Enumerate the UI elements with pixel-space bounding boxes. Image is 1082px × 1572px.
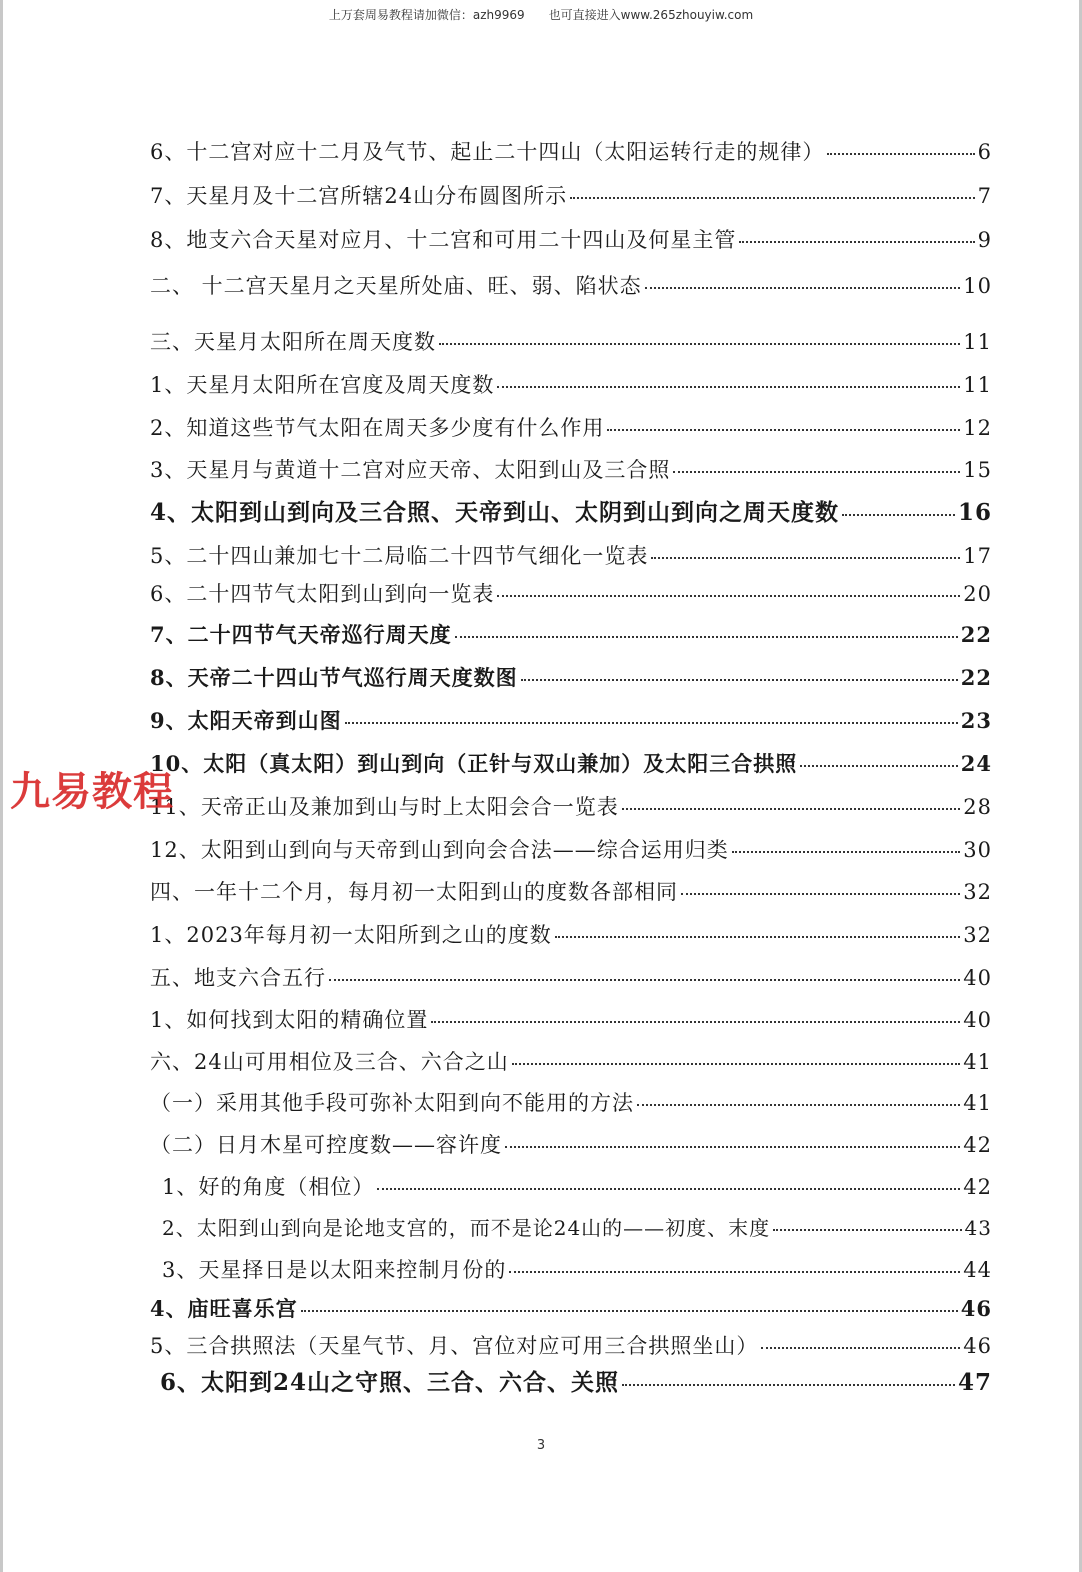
toc-entry[interactable]: [150, 1046, 992, 1076]
toc-title: 1、如何找到太阳的精确位置: [150, 1008, 429, 1032]
dot-leader: [555, 936, 960, 938]
dot-leader: [637, 1104, 960, 1106]
dot-leader: [512, 1063, 961, 1065]
dot-leader: [761, 1347, 960, 1349]
toc-entry[interactable]: [150, 454, 992, 484]
toc-page: 7: [977, 184, 992, 208]
toc-entry[interactable]: [150, 540, 992, 570]
scan-left-edge: [0, 0, 3, 1572]
toc-title: 3、天星择日是以太阳来控制月份的: [162, 1258, 507, 1282]
toc-page: 23: [960, 708, 992, 733]
toc-title: 4、太阳到山到向及三合照、天帝到山、太阴到山到向之周天度数: [150, 499, 840, 526]
toc-page: 15: [963, 458, 992, 482]
dot-leader: [681, 893, 960, 895]
toc-page: 47: [957, 1369, 992, 1396]
toc-entry[interactable]: [150, 136, 992, 166]
dot-leader: [827, 153, 974, 155]
toc-page: 22: [960, 665, 992, 690]
toc-page: 16: [957, 499, 992, 526]
toc-entry[interactable]: [150, 919, 992, 949]
toc-title: 5、二十四山兼加七十二局临二十四节气细化一览表: [150, 544, 649, 568]
toc-page: 12: [963, 416, 992, 440]
toc-title: 2、知道这些节气太阳在周天多少度有什么作用: [150, 416, 605, 440]
toc-page: 46: [960, 1296, 992, 1321]
dot-leader: [673, 471, 960, 473]
toc-entry[interactable]: [150, 748, 992, 778]
toc-entry[interactable]: [150, 1364, 992, 1397]
toc-page: 32: [963, 880, 992, 904]
toc-title: 1、天星月太阳所在宫度及周天度数: [150, 373, 495, 397]
dot-leader: [622, 808, 961, 810]
toc-entry[interactable]: [150, 662, 992, 692]
toc-page: 43: [964, 1216, 992, 1240]
toc-page: 46: [963, 1334, 992, 1358]
toc-entry[interactable]: [150, 705, 992, 735]
toc-entry[interactable]: [150, 1330, 992, 1360]
toc-entry[interactable]: [150, 412, 992, 442]
toc-title: 6、二十四节气太阳到山到向一览表: [150, 582, 495, 606]
dot-leader: [732, 851, 961, 853]
dot-leader: [377, 1188, 960, 1190]
watermark-logo: 九易教程: [10, 769, 174, 815]
toc-entry[interactable]: [150, 876, 992, 906]
toc-entry[interactable]: [150, 494, 992, 527]
toc-entry[interactable]: [150, 1087, 992, 1117]
toc-title: 3、天星月与黄道十二宫对应天帝、太阳到山及三合照: [150, 458, 671, 482]
dot-leader: [622, 1384, 955, 1386]
toc-entry[interactable]: [150, 1004, 992, 1034]
toc-page: 28: [963, 795, 992, 819]
dot-leader: [329, 979, 960, 981]
toc-entry[interactable]: [150, 834, 992, 864]
dot-leader: [497, 595, 960, 597]
dot-leader: [800, 765, 958, 767]
toc-title: 8、天帝二十四山节气巡行周天度数图: [150, 665, 518, 690]
toc-title: 4、庙旺喜乐宫: [150, 1296, 298, 1321]
page-header: 上万套周易教程请加微信：azh9969 也可直接进入www.265zhouyiw.com: [328, 8, 754, 22]
toc-title: 三、天星月太阳所在周天度数: [150, 330, 436, 354]
dot-leader: [301, 1310, 958, 1312]
toc-entry[interactable]: [150, 1254, 992, 1284]
toc-page: 32: [963, 923, 992, 947]
toc-page: 24: [960, 751, 992, 776]
page-number: 3: [536, 1438, 546, 1453]
dot-leader: [651, 557, 960, 559]
toc-entry[interactable]: [150, 619, 992, 649]
toc-title: 7、天星月及十二宫所辖24山分布圆图所示: [150, 184, 568, 208]
toc-page: 9: [977, 228, 992, 252]
dot-leader: [773, 1229, 961, 1231]
toc-title: 5、三合拱照法（天星气节、月、宫位对应可用三合拱照坐山）: [150, 1334, 759, 1358]
toc-title: 二、 十二宫天星月之天星所处庙、旺、弱、陷状态: [150, 274, 642, 298]
toc-page: 11: [963, 373, 992, 397]
toc-title: 9、太阳天帝到山图: [150, 708, 342, 733]
toc-title: 五、地支六合五行: [150, 966, 326, 990]
toc-title: 11、天帝正山及兼加到山与时上太阳会合一览表: [150, 795, 619, 819]
dot-leader: [505, 1146, 960, 1148]
dot-leader: [455, 636, 958, 638]
toc-entry[interactable]: [150, 326, 992, 356]
toc-title: （一）采用其他手段可弥补太阳到向不能用的方法: [150, 1091, 634, 1115]
toc-title: （二）日月木星可控度数——容许度: [150, 1133, 502, 1157]
toc-page: 44: [963, 1258, 992, 1282]
dot-leader: [607, 429, 960, 431]
toc-page: 22: [960, 622, 992, 647]
dot-leader: [345, 722, 958, 724]
toc-title: 7、二十四节气天帝巡行周天度: [150, 622, 452, 647]
toc-entry[interactable]: [150, 180, 992, 210]
toc-title: 四、一年十二个月，每月初一太阳到山的度数各部相同: [150, 880, 678, 904]
toc-page: 30: [963, 838, 992, 862]
toc-title: 10、太阳（真太阳）到山到向（正针与双山兼加）及太阳三合拱照: [150, 751, 798, 776]
dot-leader: [439, 343, 960, 345]
toc-entry[interactable]: [150, 1171, 992, 1201]
dot-leader: [509, 1271, 960, 1273]
toc-title: 6、太阳到24山之守照、三合、六合、关照: [160, 1369, 620, 1396]
toc-page: 42: [963, 1175, 992, 1199]
toc-entry[interactable]: [150, 270, 992, 300]
dot-leader: [842, 514, 955, 516]
toc-entry[interactable]: [150, 1212, 992, 1241]
toc-entry[interactable]: [150, 1293, 992, 1323]
toc-page: 41: [963, 1091, 992, 1115]
toc-title: 8、地支六合天星对应月、十二宫和可用二十四山及何星主管: [150, 228, 737, 252]
toc-page: 6: [977, 140, 992, 164]
toc-title: 12、太阳到山到向与天帝到山到向会合法——综合运用归类: [150, 838, 729, 862]
dot-leader: [570, 197, 975, 199]
toc-page: 10: [963, 274, 992, 298]
toc-page: 17: [963, 544, 992, 568]
toc-page: 11: [963, 330, 992, 354]
dot-leader: [645, 287, 961, 289]
toc-entry[interactable]: [150, 1129, 992, 1159]
dot-leader: [431, 1021, 960, 1023]
toc-title: 1、2023年每月初一太阳所到之山的度数: [150, 923, 552, 947]
toc-page: 40: [963, 966, 992, 990]
dot-leader: [739, 241, 974, 243]
toc-entry[interactable]: [150, 224, 992, 254]
toc-page: 40: [963, 1008, 992, 1032]
toc-page: 42: [963, 1133, 992, 1157]
toc-title: 2、太阳到山到向是论地支宫的，而不是论24山的——初度、末度: [162, 1216, 771, 1240]
toc-page: 20: [963, 582, 992, 606]
dot-leader: [521, 679, 958, 681]
toc-entry[interactable]: [150, 791, 992, 821]
toc-title: 6、十二宫对应十二月及气节、起止二十四山（太阳运转行走的规律）: [150, 140, 825, 164]
toc-entry[interactable]: [150, 962, 992, 992]
dot-leader: [497, 386, 960, 388]
toc-title: 1、好的角度（相位）: [162, 1175, 375, 1199]
toc-entry[interactable]: [150, 369, 992, 399]
toc-title: 六、24山可用相位及三合、六合之山: [150, 1050, 509, 1074]
toc-page: 41: [963, 1050, 992, 1074]
toc-entry[interactable]: [150, 578, 992, 608]
